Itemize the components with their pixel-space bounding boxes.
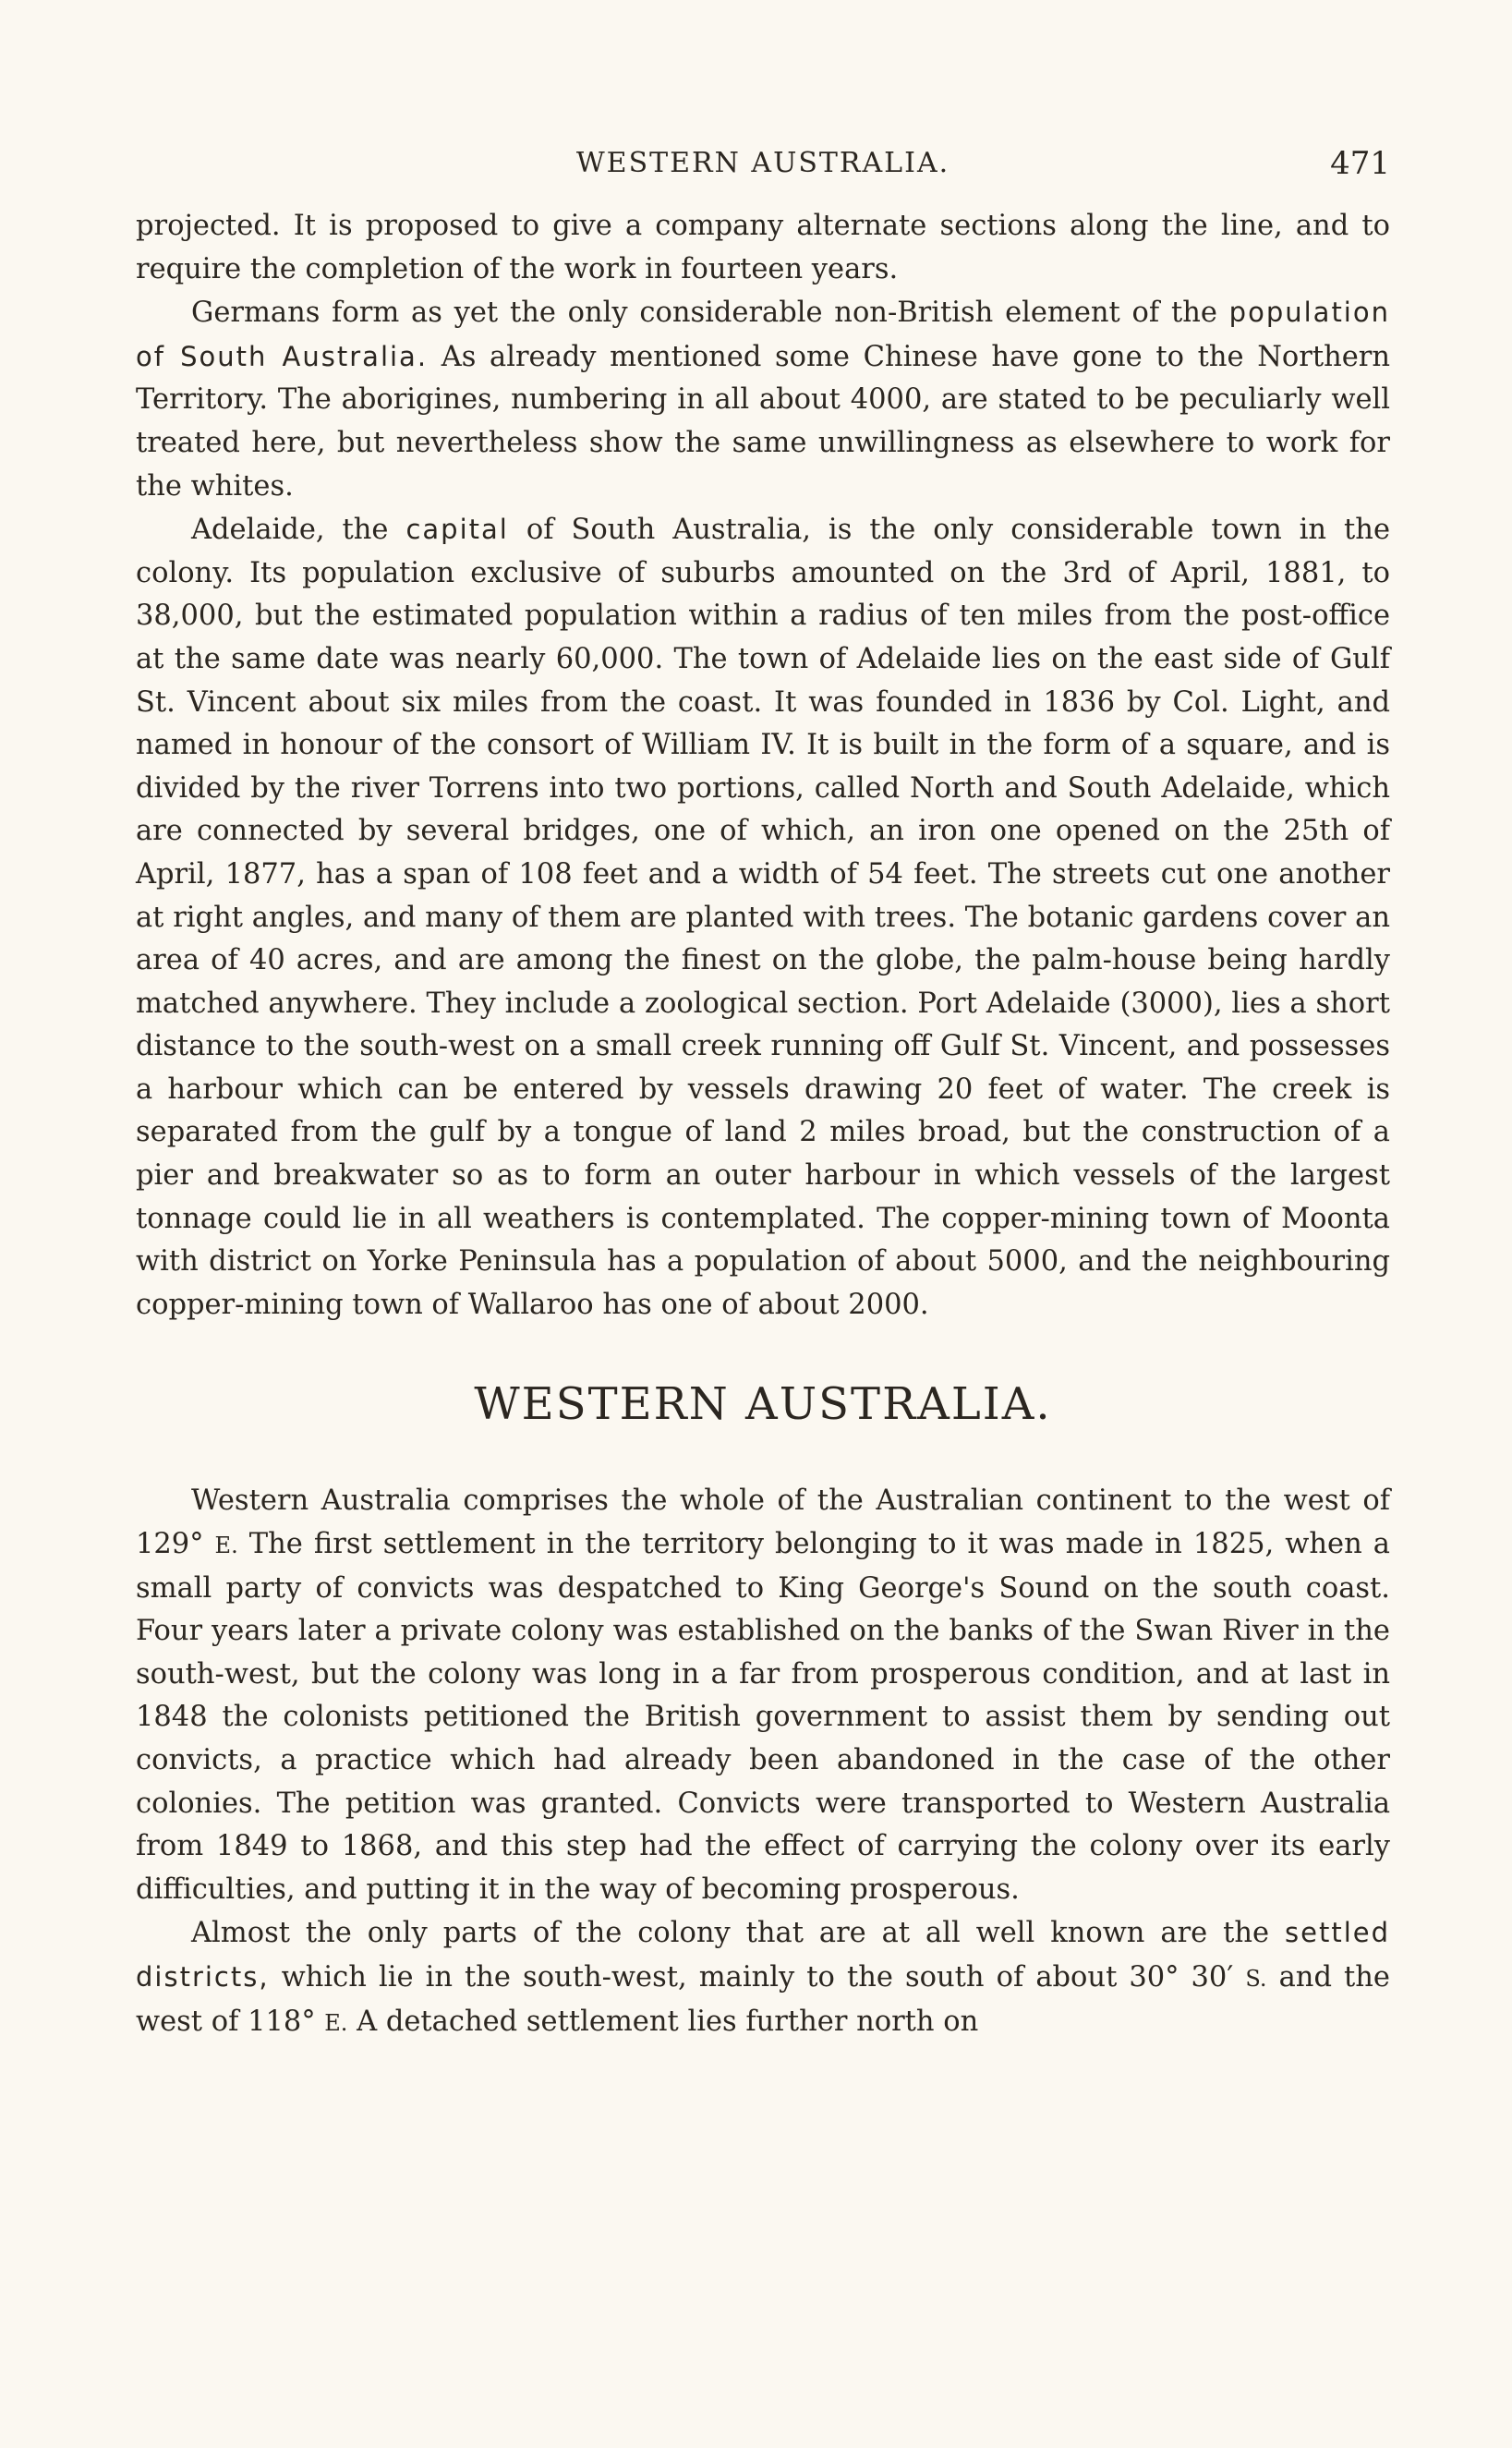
running-title: WESTERN AUSTRALIA. <box>575 147 950 179</box>
emphasis-text: population of South Australia. <box>136 297 1390 372</box>
paragraph-text: and the west of 118° <box>136 1960 1390 2038</box>
paragraph-text: Germans form as yet the only considerable non-British element of the <box>191 297 1229 330</box>
emphasis-text: capital <box>405 514 509 546</box>
paragraph-text: As already mentioned some Chinese have gone to the Northern Territory. The aborigines, numbering in all about 4000, are stated to be peculiarly well treated here, but nevertheless show the same unwillingness as elsewhere to work for the whites. <box>136 340 1390 503</box>
paragraph-continuation <box>136 205 1390 291</box>
paragraph-settled-districts <box>136 1911 1390 2044</box>
small-caps-text: E. <box>324 2009 348 2036</box>
running-header <box>136 140 1390 187</box>
paragraph-text: Western Australia comprises the whole of the Australian continent to the west of 129° <box>136 1485 1390 1561</box>
small-caps-text: S. <box>1245 1965 1267 1992</box>
paragraph-western-australia <box>136 1480 1390 1911</box>
small-caps-text: E. <box>214 1533 238 1559</box>
emphasis-text: settled districts, <box>136 1917 1390 1993</box>
paragraph-text: which lie in the south-west, mainly to the south of about 30° 30′ <box>269 1960 1246 1994</box>
paragraph-text: projected. It is proposed to give a company alternate sections along the line, and to require the completion of the work in fourteen years. <box>136 210 1390 285</box>
paragraph-text: The first settlement in the territory belonging to it was made in 1825, when a small party of convicts was despatched to King George's Sound on the south coast. Four years later a private colony was established on the banks of the Swan River in the south-west, but the colony was long in a far from prosperous condition, and at last in 1848 the colonists petitioned the British government to assist them by sending out convicts, a practice which had already been abandoned in the case of the other colonies. The petition was granted. Convicts were transported to Western Australia from 1849 to 1868, and this step had the effect of carrying the colony over its early difficulties, and putting it in the way of becoming prosperous. <box>136 1528 1390 1906</box>
body-text <box>136 205 1390 2044</box>
paragraph-population <box>136 291 1390 508</box>
page-number: 471 <box>1330 145 1390 182</box>
section-heading: WESTERN AUSTRALIA. <box>474 1378 1052 1431</box>
paragraph-text: Almost the only parts of the colony that are at all well known are the <box>191 1917 1285 1950</box>
paragraph-adelaide <box>136 508 1390 1327</box>
paragraph-text: A detached settlement lies further north on <box>347 2005 979 2038</box>
paragraph-text: Adelaide, the <box>191 514 406 547</box>
paragraph-text: of South Australia, is the only considerable town in the colony. Its population exclusive of suburbs amounted on the 3rd of April, 1881, to 38,000, but the estimated population within a radius of ten miles from the post-office at the same date was nearly 60,000. The town of Adelaide lies on the east side of Gulf St. Vincent about six miles from the coast. It was founded in 1836 by Col. Light, and named in honour of the consort of William IV. It is built in the form of a square, and is divided by the river Torrens into two portions, called North and South Adelaide, which are connected by several bridges, one of which, an iron one opened on the 25th of April, 1877, has a span of 108 feet and a width of 54 feet. The streets cut one another at right angles, and many of them are planted with trees. The botanic gardens cover an area of 40 acres, and are among the finest on the globe, the palm-house being hardly matched anywhere. They include a zoological section. Port Adelaide (3000), lies a short distance to the south-west on a small creek running off Gulf St. Vincent, and possesses a harbour which can be entered by vessels drawing 20 feet of water. The creek is separated from the gulf by a tongue of land 2 miles broad, but the construction of a pier and breakwater so as to form an outer harbour in which vessels of the largest tonnage could lie in all weathers is contemplated. The copper-mining town of Moonta with district on Yorke Peninsula has a population of about 5000, and the neighbouring copper-mining town of Wallaroo has one of about 2000. <box>136 514 1391 1321</box>
